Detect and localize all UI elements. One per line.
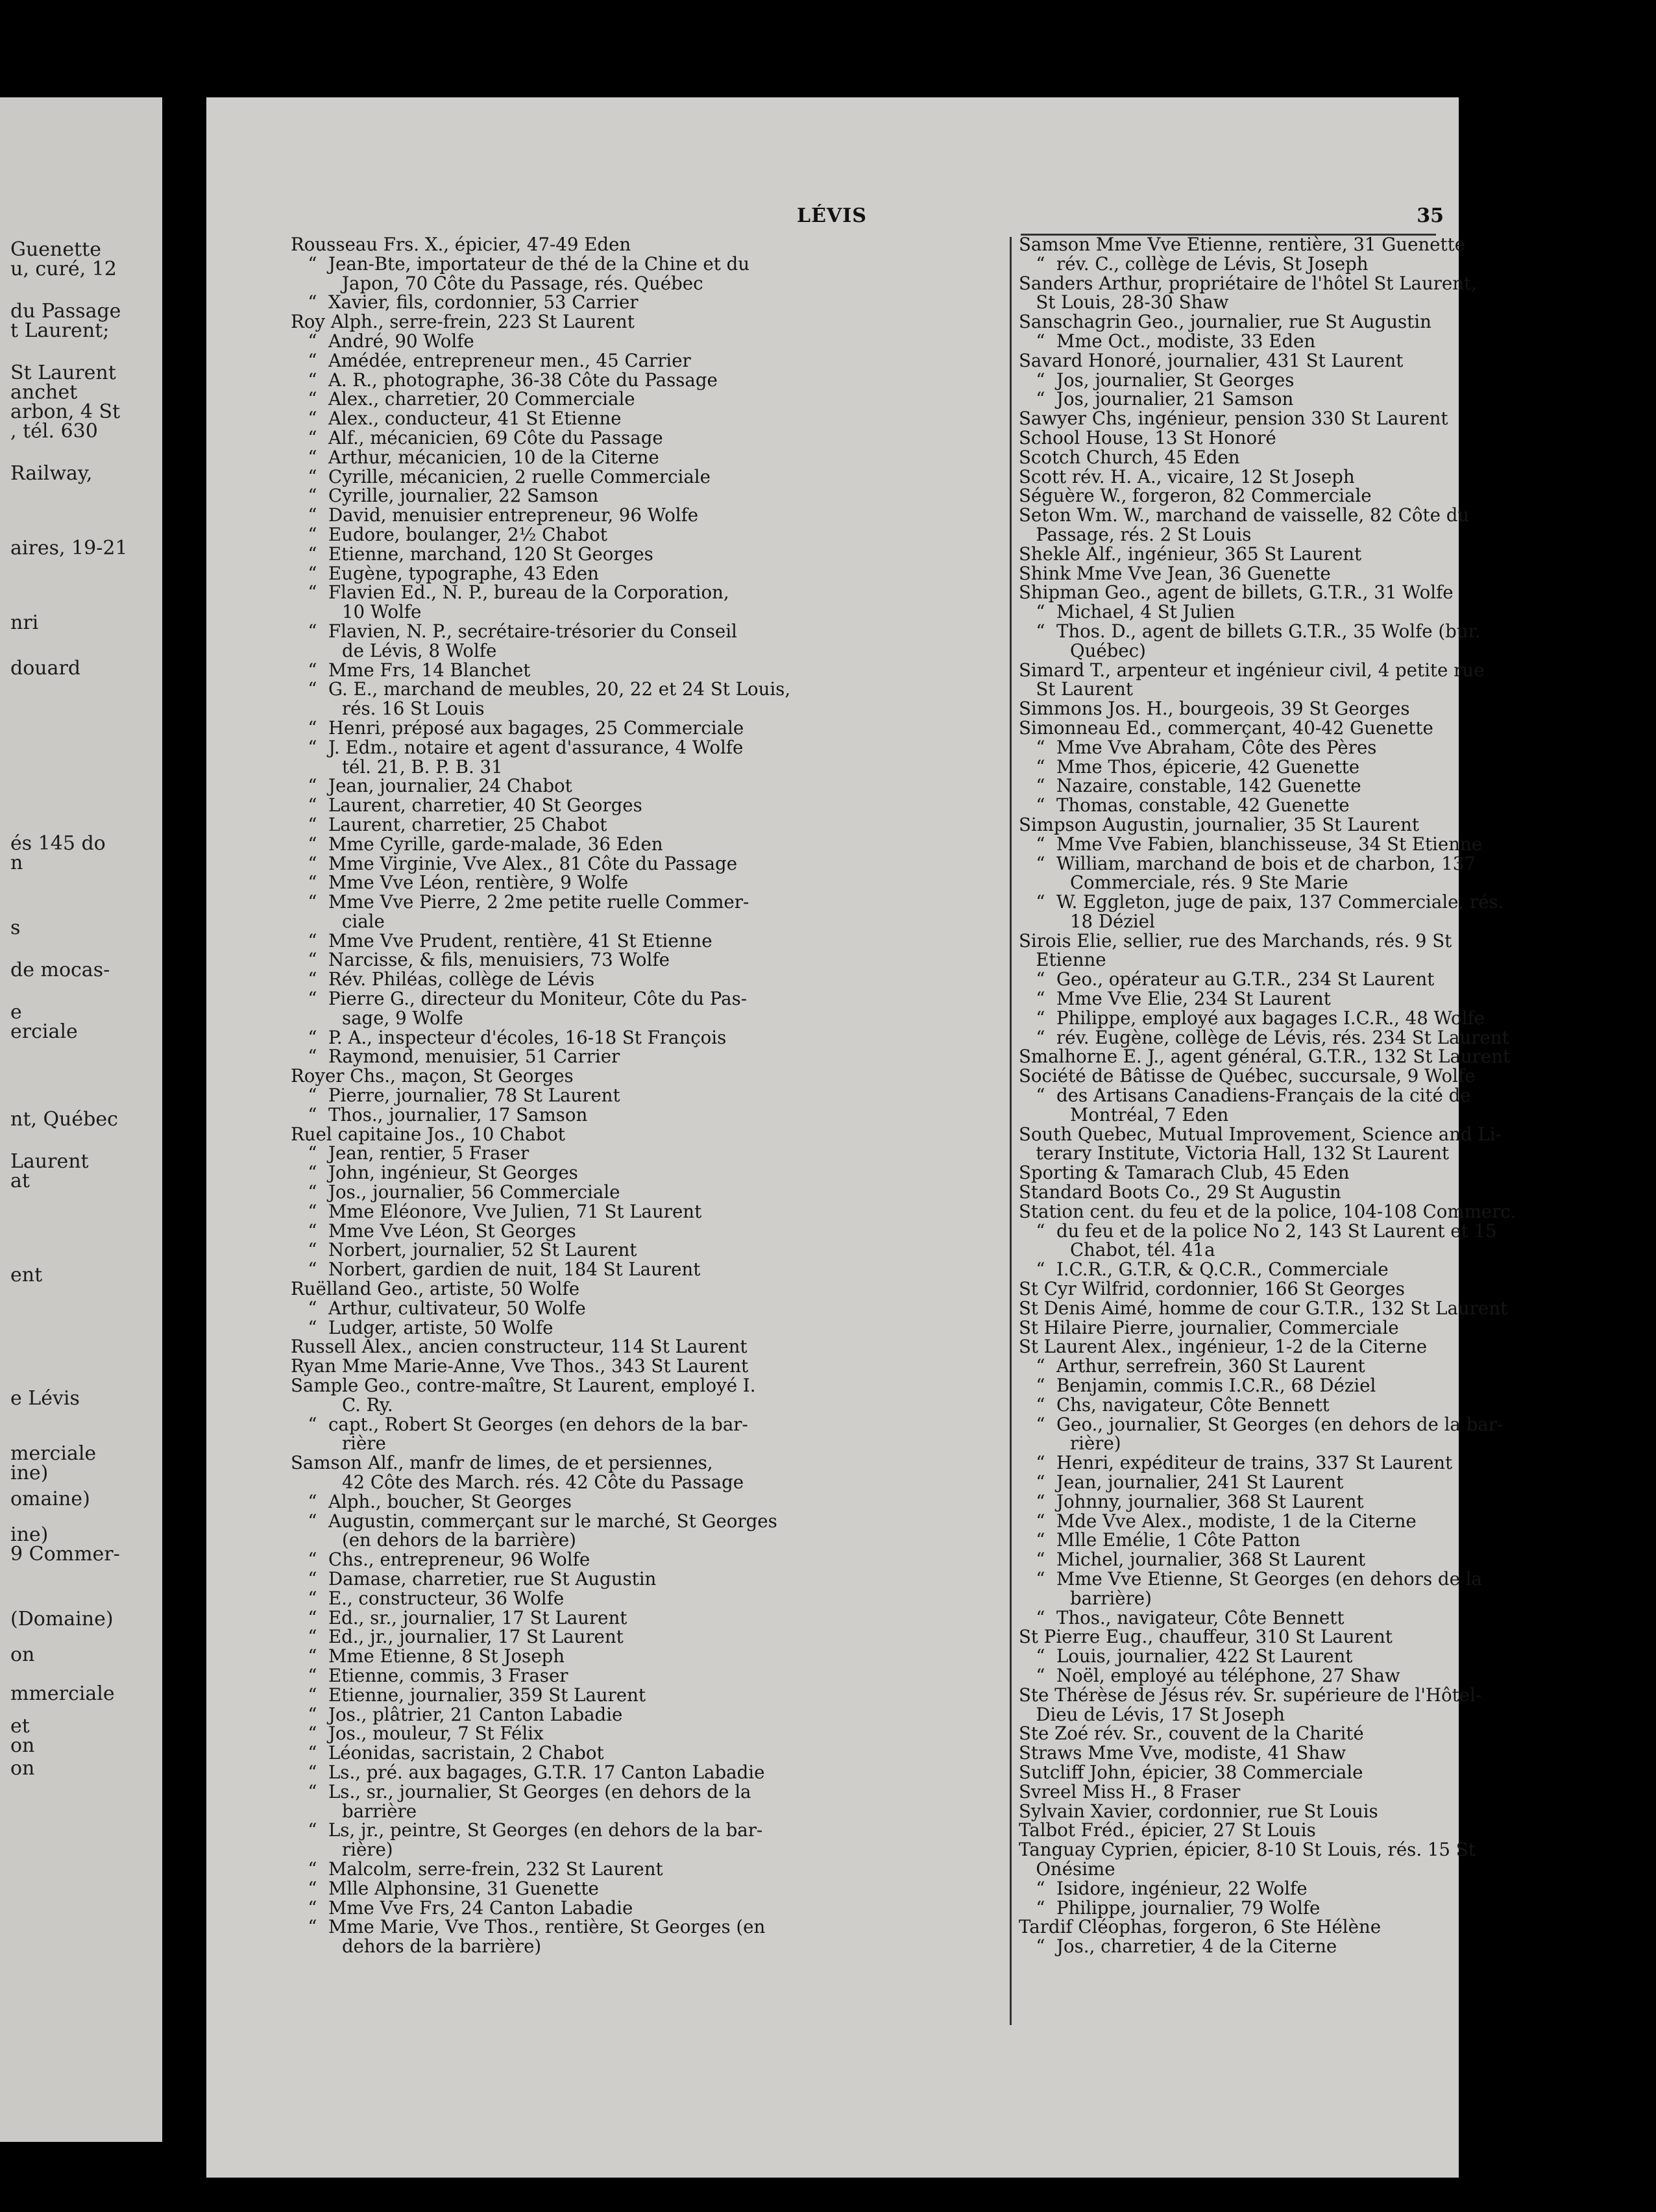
directory-entry: St Louis, 28-30 Shaw: [1019, 291, 1229, 313]
facing-page-text: 9 Commer-: [10, 1543, 120, 1566]
directory-entry: barrière): [1019, 1587, 1152, 1609]
directory-entry: “ Arthur, mécanicien, 10 de la Citerne: [291, 446, 659, 468]
facing-page-text: du Passage: [10, 300, 121, 323]
page-header: [206, 204, 1459, 230]
directory-entry: “ Chs, navigateur, Côte Bennett: [1019, 1394, 1330, 1416]
facing-page-text: n: [10, 852, 23, 874]
directory-entry: “ Xavier, fils, cordonnier, 53 Carrier: [291, 291, 639, 313]
facing-page-text: douard: [10, 657, 81, 680]
directory-entry: Sylvain Xavier, cordonnier, rue St Louis: [1019, 1800, 1378, 1822]
directory-entry: “ Jean, journalier, 24 Chabot: [291, 775, 572, 797]
directory-entry: “ Etienne, marchand, 120 St Georges: [291, 543, 653, 565]
directory-entry: “ Mme Cyrille, garde-malade, 36 Eden: [291, 833, 663, 855]
directory-entry: Svreel Miss H., 8 Fraser: [1019, 1780, 1241, 1802]
directory-entry: Chabot, tél. 41a: [1019, 1239, 1215, 1261]
directory-entry: “ Geo., opérateur au G.T.R., 234 St Laurent: [1019, 968, 1435, 990]
directory-entry: Simard T., arpenteur et ingénieur civil, 4 petite rue: [1019, 659, 1485, 681]
directory-entry: “ des Artisans Canadiens-Français de la cité de: [1019, 1085, 1471, 1107]
directory-entry: Samson Mme Vve Etienne, rentière, 31 Guenette: [1019, 234, 1466, 255]
directory-entry: “ Louis, journalier, 422 St Laurent: [1019, 1645, 1353, 1667]
directory-entry: “ Jos, journalier, 21 Samson: [1019, 388, 1294, 410]
directory-entry: “ Mme Vve Abraham, Côte des Pères: [1019, 736, 1377, 758]
directory-entry: “ Mme Oct., modiste, 33 Eden: [1019, 330, 1316, 352]
directory-entry: rière): [291, 1839, 393, 1861]
facing-page-text: on: [10, 1757, 35, 1780]
directory-entry: “ Mlle Alphonsine, 31 Guenette: [291, 1877, 599, 1899]
directory-entry: “ Thomas, constable, 42 Guenette: [1019, 794, 1350, 817]
directory-entry: “ J. Edm., notaire et agent d'assurance, 4 Wolfe: [291, 736, 744, 758]
directory-entry: Société de Bâtisse de Québec, succursale, 9 Wolfe: [1019, 1065, 1476, 1087]
directory-entry: “ Norbert, gardien de nuit, 184 St Laurent: [291, 1259, 701, 1281]
facing-page-text: e: [10, 1001, 22, 1024]
directory-entry: “ G. E., marchand de meubles, 20, 22 et 24 St Louis,: [291, 678, 791, 700]
directory-entry: Ste Thérèse de Jésus rév. Sr. supérieure de l'Hôtel-: [1019, 1684, 1482, 1706]
directory-entry: “ Jos., journalier, 56 Commerciale: [291, 1181, 620, 1203]
directory-entry: Sanschagrin Geo., journalier, rue St Augustin: [1019, 311, 1431, 333]
directory-entry: St Denis Aimé, homme de cour G.T.R., 132 St Laurent: [1019, 1297, 1508, 1319]
directory-entry: “ Ludger, artiste, 50 Wolfe: [291, 1316, 554, 1338]
directory-entry: Séguère W., forgeron, 82 Commerciale: [1019, 485, 1372, 507]
directory-entry: Rousseau Frs. X., épicier, 47-49 Eden: [291, 234, 631, 255]
directory-entry: “ P. A., inspecteur d'écoles, 16-18 St François: [291, 1026, 727, 1048]
directory-entry: Tardif Cléophas, forgeron, 6 Ste Hélène: [1019, 1916, 1382, 1938]
directory-entry: St Laurent Alex., ingénieur, 1-2 de la Citerne: [1019, 1336, 1428, 1358]
directory-entry: “ Pierre G., directeur du Moniteur, Côte du Pas-: [291, 988, 748, 1010]
directory-entry: Shipman Geo., agent de billets, G.T.R., 31 Wolfe: [1019, 582, 1454, 604]
directory-entry: Sample Geo., contre-maître, St Laurent, employé I.: [291, 1375, 756, 1397]
page-number: 35: [1417, 204, 1444, 227]
directory-entry: “ Isidore, ingénieur, 22 Wolfe: [1019, 1877, 1308, 1899]
directory-entry: Sutcliff John, épicier, 38 Commerciale: [1019, 1761, 1363, 1783]
directory-entry: Samson Alf., manfr de limes, de et persiennes,: [291, 1452, 713, 1474]
directory-entry: Station cent. du feu et de la police, 104-108 Commerc.: [1019, 1200, 1516, 1222]
facing-page-text: on: [10, 1734, 35, 1757]
directory-entry: “ Alf., mécanicien, 69 Côte du Passage: [291, 426, 663, 449]
directory-entry: “ Mme Frs, 14 Blanchet: [291, 659, 531, 681]
directory-entry: “ David, menuisier entrepreneur, 96 Wolfe: [291, 504, 699, 526]
directory-entry: Royer Chs., maçon, St Georges: [291, 1065, 574, 1087]
directory-entry: “ Ed., jr., journalier, 17 St Laurent: [291, 1626, 624, 1648]
directory-entry: Ruëlland Geo., artiste, 50 Wolfe: [291, 1278, 580, 1300]
directory-entry: rière): [1019, 1432, 1121, 1455]
directory-column-right: [1019, 234, 1516, 1958]
directory-entry: dehors de la barrière): [291, 1936, 542, 1958]
directory-entry: St Hilaire Pierre, journalier, Commerciale: [1019, 1316, 1399, 1338]
directory-entry: “ Thos., journalier, 17 Samson: [291, 1103, 588, 1125]
directory-entry: “ Arthur, serrefrein, 360 St Laurent: [1019, 1355, 1365, 1377]
directory-entry: “ Laurent, charretier, 40 St Georges: [291, 794, 642, 817]
directory-entry: “ Mme Virginie, Vve Alex., 81 Côte du Passage: [291, 852, 738, 874]
facing-page-text: erciale: [10, 1020, 78, 1043]
directory-entry: “ Flavien Ed., N. P., bureau de la Corporation,: [291, 582, 729, 604]
directory-entry: “ Ls., pré. aux bagages, G.T.R. 17 Canton Labadie: [291, 1761, 765, 1783]
directory-entry: “ Eugène, typographe, 43 Eden: [291, 562, 599, 584]
directory-entry: “ Michel, journalier, 368 St Laurent: [1019, 1549, 1366, 1571]
directory-entry: St Laurent: [1019, 678, 1134, 700]
directory-entry: “ Nazaire, constable, 142 Guenette: [1019, 775, 1361, 797]
facing-page-text: u, curé, 12: [10, 258, 117, 280]
directory-entry: “ Geo., journalier, St Georges (en dehors de la bar-: [1019, 1413, 1504, 1435]
directory-entry: “ Etienne, commis, 3 Fraser: [291, 1664, 568, 1686]
facing-page-text: ine): [10, 1523, 49, 1546]
directory-entry: Simpson Augustin, journalier, 35 St Laurent: [1019, 813, 1420, 835]
directory-entry: “ rév. Eugène, collège de Lévis, rés. 234 St Laurent: [1019, 1026, 1509, 1048]
directory-entry: rés. 16 St Louis: [291, 698, 485, 720]
directory-entry: “ Augustin, commerçant sur le marché, St Georges: [291, 1510, 777, 1532]
facing-page-text: anchet: [10, 381, 78, 404]
facing-page-text: merciale: [10, 1442, 97, 1465]
directory-entry: Montréal, 7 Eden: [1019, 1103, 1229, 1125]
directory-entry: St Cyr Wilfrid, cordonnier, 166 St Georges: [1019, 1278, 1405, 1300]
directory-entry: “ Alph., boucher, St Georges: [291, 1490, 572, 1512]
directory-entry: “ Léonidas, sacristain, 2 Chabot: [291, 1742, 604, 1764]
directory-entry: “ Malcolm, serre-frein, 232 St Laurent: [291, 1858, 663, 1880]
directory-entry: “ W. Eggleton, juge de paix, 137 Commerciale, rés.: [1019, 891, 1504, 913]
directory-entry: Scotch Church, 45 Eden: [1019, 446, 1240, 468]
directory-entry: 10 Wolfe: [291, 601, 422, 623]
facing-page-text: at: [10, 1170, 30, 1192]
directory-entry: “ Mme Eléonore, Vve Julien, 71 St Laurent: [291, 1200, 702, 1222]
facing-page-fragment: [0, 97, 162, 2142]
facing-page-text: omaine): [10, 1488, 90, 1510]
directory-entry: Shekle Alf., ingénieur, 365 St Laurent: [1019, 543, 1362, 565]
directory-entry: 42 Côte des March. rés. 42 Côte du Passage: [291, 1471, 744, 1493]
directory-entry: Smalhorne E. J., agent général, G.T.R., 132 St Laurent: [1019, 1046, 1511, 1068]
directory-entry: Etienne: [1019, 949, 1106, 971]
directory-entry: Sanders Arthur, propriétaire de l'hôtel St Laurent,: [1019, 272, 1477, 294]
directory-entry: Dieu de Lévis, 17 St Joseph: [1019, 1703, 1285, 1725]
directory-entry: “ Benjamin, commis I.C.R., 68 Déziel: [1019, 1375, 1376, 1397]
directory-entry: “ Mme Vve Léon, rentière, 9 Wolfe: [291, 872, 629, 894]
facing-page-text: Guenette: [10, 238, 101, 261]
directory-entry: “ Ls, jr., peintre, St Georges (en dehors de la bar-: [291, 1819, 763, 1841]
facing-page-text: St Laurent: [10, 362, 116, 384]
facing-page-text: ent: [10, 1264, 43, 1286]
directory-entry: Sporting & Tamarach Club, 45 Eden: [1019, 1162, 1350, 1184]
directory-entry: “ John, ingénieur, St Georges: [291, 1162, 578, 1184]
directory-entry: “ Mme Vve Frs, 24 Canton Labadie: [291, 1897, 633, 1919]
directory-entry: Ste Zoé rév. Sr., couvent de la Charité: [1019, 1723, 1364, 1745]
facing-page-text: mmerciale: [10, 1682, 115, 1705]
directory-entry: “ Jean-Bte, importateur de thé de la Chine et du: [291, 252, 750, 275]
directory-entry: Shink Mme Vve Jean, 36 Guenette: [1019, 562, 1331, 584]
directory-entry: “ André, 90 Wolfe: [291, 330, 474, 352]
directory-entry: Straws Mme Vve, modiste, 41 Shaw: [1019, 1742, 1346, 1764]
page-title: LÉVIS: [797, 204, 867, 227]
directory-entry: terary Institute, Victoria Hall, 132 St Laurent: [1019, 1142, 1449, 1164]
directory-entry: “ Norbert, journalier, 52 St Laurent: [291, 1239, 637, 1261]
directory-entry: “ Flavien, N. P., secrétaire-trésorier du Conseil: [291, 620, 737, 642]
directory-entry: “ Mme Vve Prudent, rentière, 41 St Etienne: [291, 929, 712, 952]
directory-entry: “ Mme Vve Etienne, St Georges (en dehors de la: [1019, 1567, 1482, 1590]
facing-page-text: (Domaine): [10, 1608, 114, 1630]
facing-page-text: s: [10, 916, 21, 939]
directory-column-left: [291, 235, 1027, 1956]
facing-page-text: ine): [10, 1462, 49, 1484]
directory-entry: “ Jos, journalier, St Georges: [1019, 369, 1295, 391]
directory-entry: “ Laurent, charretier, 25 Chabot: [291, 813, 607, 835]
directory-entry: “ Mde Vve Alex., modiste, 1 de la Citerne: [1019, 1510, 1417, 1532]
directory-entry: Simonneau Ed., commerçant, 40-42 Guenette: [1019, 717, 1433, 739]
facing-page-text: t Laurent;: [10, 319, 110, 342]
directory-entry: “ Alex., charretier, 20 Commerciale: [291, 388, 635, 410]
directory-entry: rière: [291, 1432, 386, 1455]
directory-entry: “ Jos., plâtrier, 21 Canton Labadie: [291, 1703, 623, 1725]
directory-entry: “ Amédée, entrepreneur men., 45 Carrier: [291, 349, 691, 371]
directory-entry: “ Jos., mouleur, 7 St Félix: [291, 1723, 544, 1745]
facing-page-text: de mocas-: [10, 959, 110, 981]
directory-entry: Savard Honoré, journalier, 431 St Laurent: [1019, 349, 1404, 371]
directory-entry: Russell Alex., ancien constructeur, 114 St Laurent: [291, 1336, 748, 1358]
directory-entry: “ Etienne, journalier, 359 St Laurent: [291, 1684, 646, 1706]
directory-entry: “ Mlle Emélie, 1 Côte Patton: [1019, 1529, 1300, 1551]
directory-entry: “ William, marchand de bois et de charbon, 137: [1019, 852, 1476, 874]
directory-entry: “ Pierre, journalier, 78 St Laurent: [291, 1085, 620, 1107]
facing-page-text: on: [10, 1643, 35, 1666]
directory-entry: “ Thos., navigateur, Côte Bennett: [1019, 1606, 1345, 1628]
directory-entry: “ Eudore, boulanger, 2½ Chabot: [291, 523, 607, 545]
directory-entry: “ Johnny, journalier, 368 St Laurent: [1019, 1490, 1364, 1512]
facing-page-text: Railway,: [10, 462, 93, 485]
directory-entry: sage, 9 Wolfe: [291, 1007, 463, 1029]
directory-entry: “ I.C.R., G.T.R, & Q.C.R., Commerciale: [1019, 1259, 1389, 1281]
directory-entry: “ Michael, 4 St Julien: [1019, 601, 1236, 623]
directory-entry: “ Mme Marie, Vve Thos., rentière, St Georges (en: [291, 1916, 766, 1938]
directory-entry: 18 Déziel: [1019, 910, 1155, 932]
directory-entry: Tanguay Cyprien, épicier, 8-10 St Louis, rés. 15 St: [1019, 1839, 1476, 1861]
directory-entry: South Quebec, Mutual Improvement, Science and Li-: [1019, 1123, 1502, 1145]
directory-entry: “ capt., Robert St Georges (en dehors de la bar-: [291, 1413, 748, 1435]
facing-page-text: arbon, 4 St: [10, 400, 121, 423]
directory-entry: Scott rév. H. A., vicaire, 12 St Joseph: [1019, 465, 1355, 487]
directory-entry: “ Mme Vve Pierre, 2 2me petite ruelle Commer-: [291, 891, 749, 913]
directory-entry: “ Henri, expéditeur de trains, 337 St Laurent: [1019, 1452, 1453, 1474]
directory-entry: ciale: [291, 910, 385, 932]
directory-entry: Seton Wm. W., marchand de vaisselle, 82 Côte du: [1019, 504, 1470, 526]
directory-entry: “ du feu et de la police No 2, 143 St Laurent et 15: [1019, 1220, 1497, 1242]
directory-entry: “ Jean, journalier, 241 St Laurent: [1019, 1471, 1344, 1493]
directory-entry: “ Ed., sr., journalier, 17 St Laurent: [291, 1606, 627, 1628]
directory-entry: Passage, rés. 2 St Louis: [1019, 523, 1252, 545]
facing-page-text: , tél. 630: [10, 420, 98, 443]
facing-page-text: et: [10, 1715, 30, 1738]
directory-entry: Sirois Elie, sellier, rue des Marchands, rés. 9 St: [1019, 929, 1452, 952]
directory-entry: “ Arthur, cultivateur, 50 Wolfe: [291, 1297, 586, 1319]
directory-entry: St Pierre Eug., chauffeur, 310 St Laurent: [1019, 1626, 1393, 1648]
directory-entry: “ Raymond, menuisier, 51 Carrier: [291, 1046, 620, 1068]
directory-entry: C. Ry.: [291, 1394, 393, 1416]
directory-entry: “ A. R., photographe, 36-38 Côte du Passage: [291, 369, 718, 391]
directory-entry: “ Ls., sr., journalier, St Georges (en dehors de la: [291, 1780, 751, 1802]
facing-page-text: és 145 do: [10, 832, 106, 855]
directory-entry: de Lévis, 8 Wolfe: [291, 639, 497, 661]
directory-entry: Sawyer Chs, ingénieur, pension 330 St Laurent: [1019, 408, 1448, 430]
directory-entry: Commerciale, rés. 9 Ste Marie: [1019, 872, 1348, 894]
directory-entry: “ Philippe, journalier, 79 Wolfe: [1019, 1897, 1321, 1919]
directory-entry: Roy Alph., serre-frein, 223 St Laurent: [291, 311, 635, 333]
directory-entry: “ Jean, rentier, 5 Fraser: [291, 1142, 530, 1164]
directory-entry: “ Mme Vve Elie, 234 St Laurent: [1019, 988, 1331, 1010]
directory-entry: “ Cyrille, journalier, 22 Samson: [291, 485, 599, 507]
directory-entry: School House, 13 St Honoré: [1019, 426, 1276, 449]
facing-page-text: nri: [10, 611, 39, 634]
directory-entry: barrière: [291, 1800, 417, 1822]
directory-entry: Talbot Fréd., épicier, 27 St Louis: [1019, 1819, 1316, 1841]
directory-entry: “ Thos. D., agent de billets G.T.R., 35 Wolfe (bur.: [1019, 620, 1481, 642]
directory-entry: Onésime: [1019, 1858, 1115, 1880]
directory-entry: “ E., constructeur, 36 Wolfe: [291, 1587, 565, 1609]
directory-entry: “ rév. C., collège de Lévis, St Joseph: [1019, 252, 1369, 275]
directory-entry: “ Mme Vve Léon, St Georges: [291, 1220, 576, 1242]
facing-page-text: nt, Québec: [10, 1108, 118, 1131]
directory-entry: “ Damase, charretier, rue St Augustin: [291, 1567, 657, 1590]
directory-entry: Ryan Mme Marie-Anne, Vve Thos., 343 St Laurent: [291, 1355, 749, 1377]
facing-page-text: aires, 19-21: [10, 537, 128, 559]
facing-page-text: Laurent: [10, 1150, 89, 1173]
directory-entry: “ Henri, préposé aux bagages, 25 Commerciale: [291, 717, 744, 739]
directory-entry: Ruel capitaine Jos., 10 Chabot: [291, 1123, 565, 1145]
directory-entry: “ Mme Vve Fabien, blanchisseuse, 34 St Etienne: [1019, 833, 1483, 855]
directory-entry: “ Jos., charretier, 4 de la Citerne: [1019, 1936, 1337, 1958]
directory-entry: Simmons Jos. H., bourgeois, 39 St Georges: [1019, 698, 1410, 720]
directory-entry: “ Mme Thos, épicerie, 42 Guenette: [1019, 756, 1360, 778]
directory-entry: Québec): [1019, 639, 1146, 661]
directory-entry: Japon, 70 Côte du Passage, rés. Québec: [291, 272, 703, 294]
directory-entry: Standard Boots Co., 29 St Augustin: [1019, 1181, 1341, 1203]
directory-page: [206, 97, 1516, 2178]
directory-entry: (en dehors de la barrière): [291, 1529, 576, 1551]
directory-entry: tél. 21, B. P. B. 31: [291, 756, 503, 778]
directory-entry: “ Noël, employé au téléphone, 27 Shaw: [1019, 1664, 1400, 1686]
directory-entry: “ Philippe, employé aux bagages I.C.R., 48 Wolfe: [1019, 1007, 1485, 1029]
directory-entry: “ Cyrille, mécanicien, 2 ruelle Commerciale: [291, 465, 711, 487]
directory-entry: “ Alex., conducteur, 41 St Etienne: [291, 408, 622, 430]
directory-entry: “ Chs., entrepreneur, 96 Wolfe: [291, 1549, 591, 1571]
directory-entry: “ Rév. Philéas, collège de Lévis: [291, 968, 595, 990]
directory-entry: “ Narcisse, & fils, menuisiers, 73 Wolfe: [291, 949, 670, 971]
directory-entry: “ Mme Etienne, 8 St Joseph: [291, 1645, 565, 1667]
facing-page-text: e Lévis: [10, 1387, 80, 1410]
